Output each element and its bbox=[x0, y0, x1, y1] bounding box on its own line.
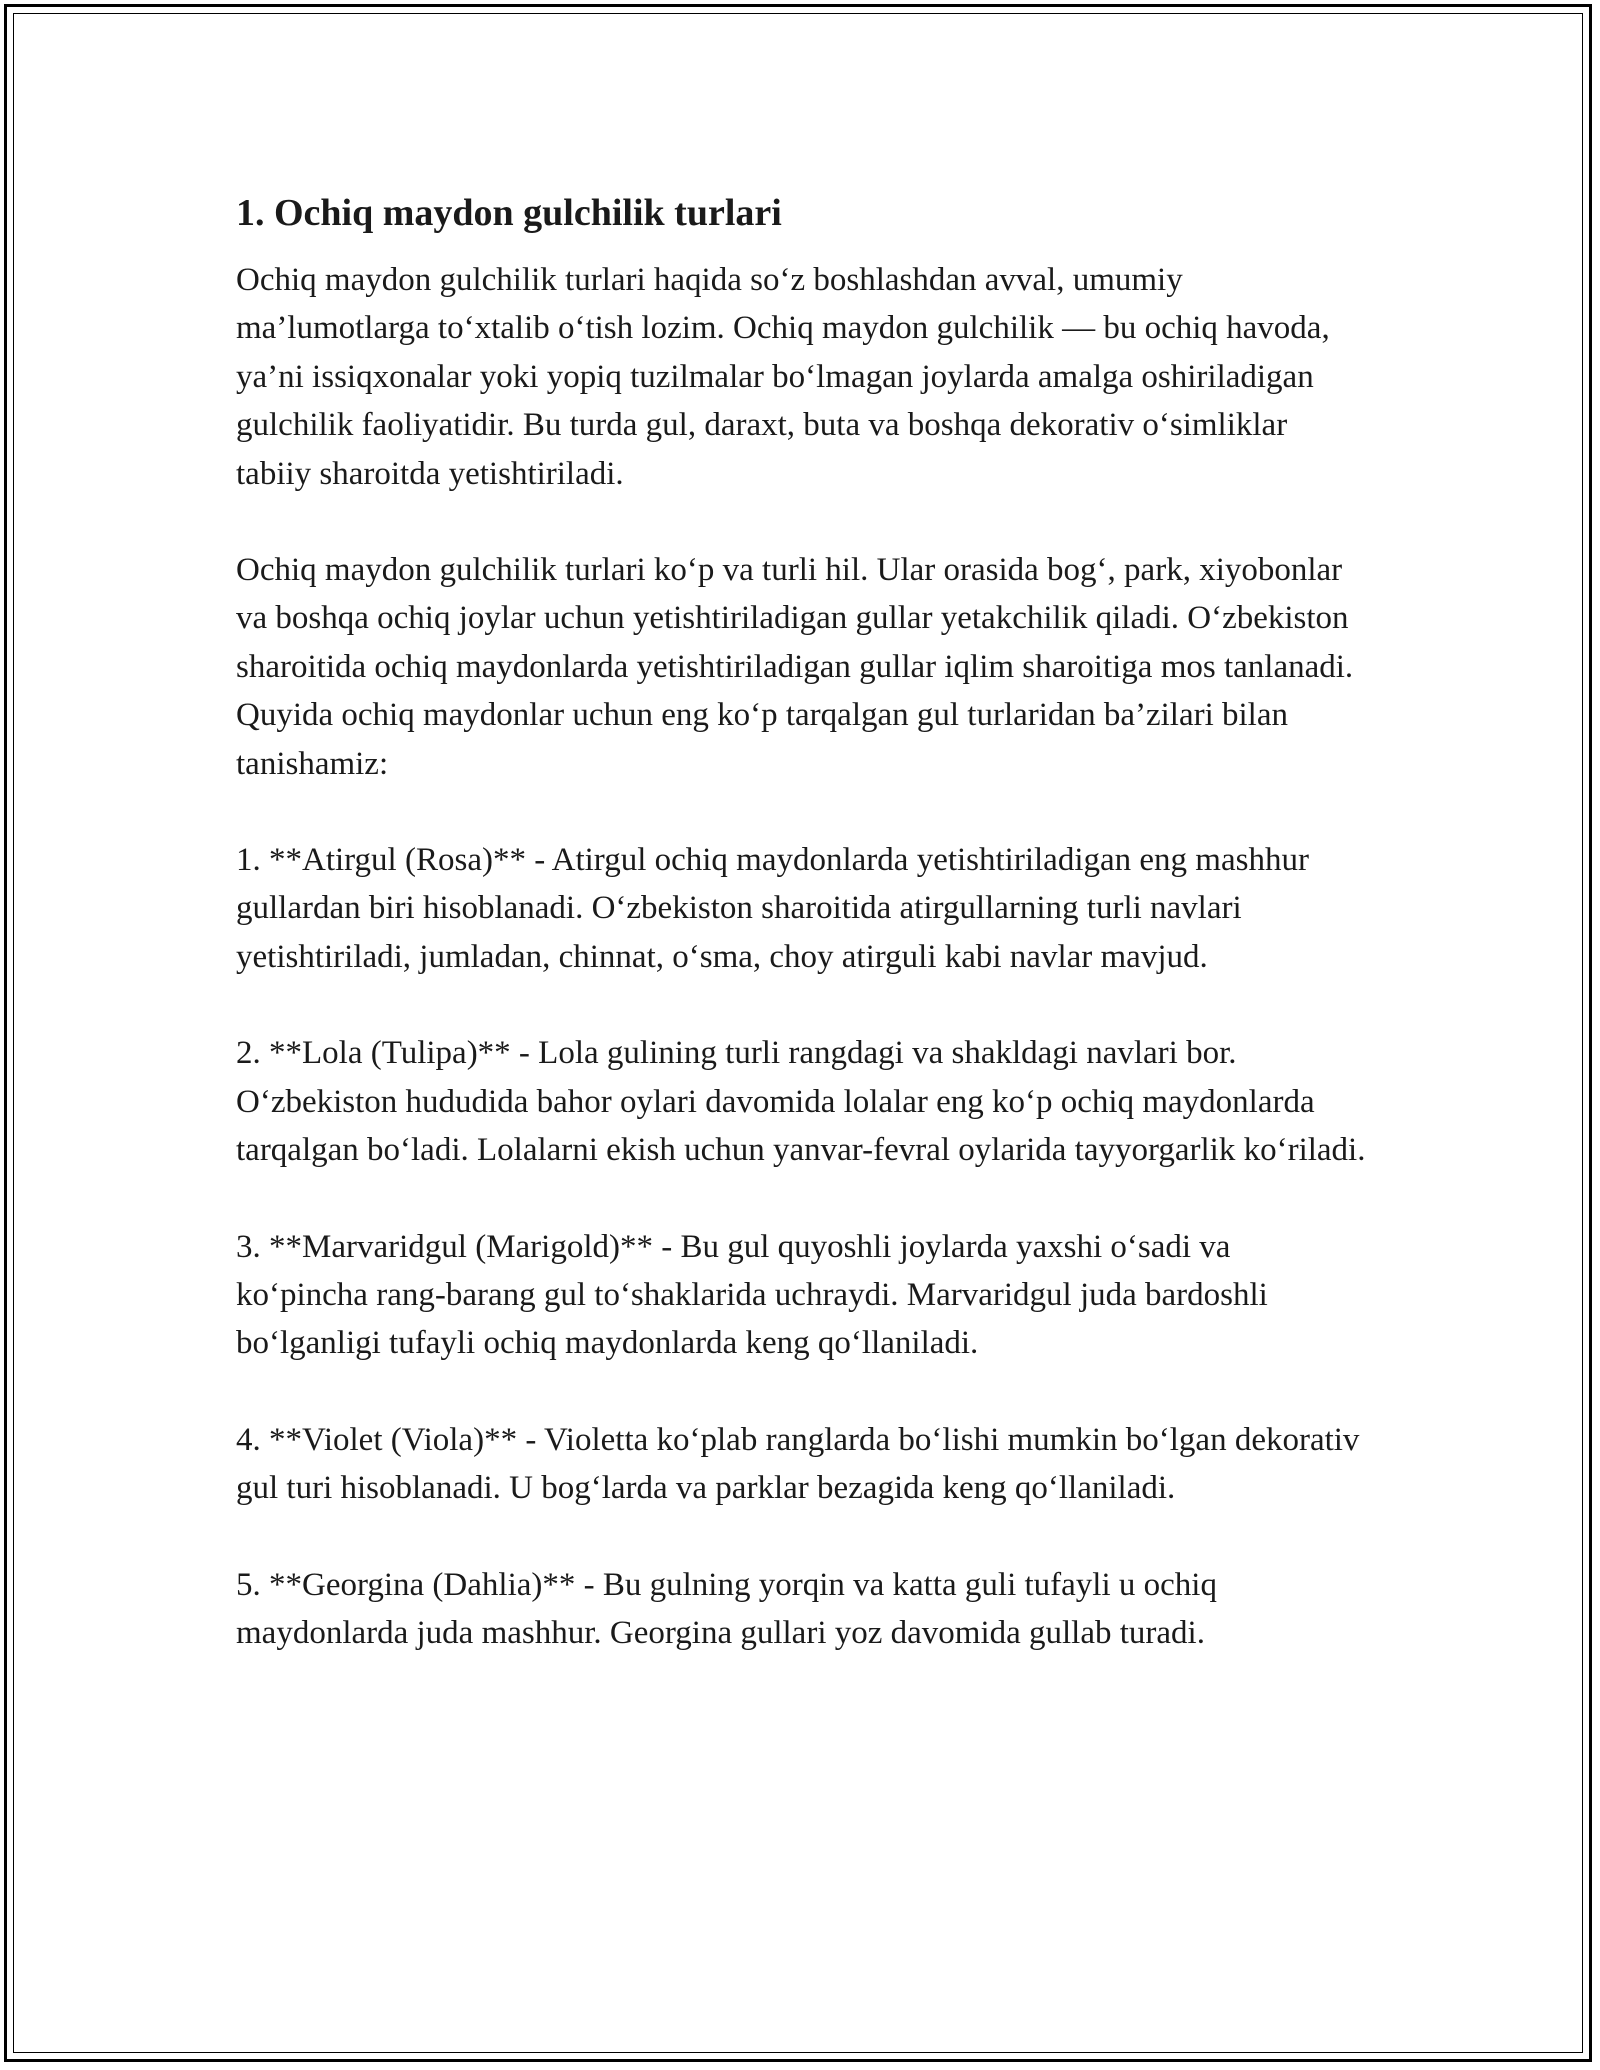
list-item-atirgul: 1. **Atirgul (Rosa)** - Atirgul ochiq maydonlarda yetishtiriladigan eng mashhur gullardan biri hisoblanadi. O‘zbekiston sharoitida atirgullarning turli navlari yetishtiriladi, jumladan, chinnat, o‘sma, choy atirguli kabi navlar mavjud. bbox=[236, 842, 1309, 975]
list-item-lola: 2. **Lola (Tulipa)** - Lola gulining turli rangdagi va shakldagi navlari bor. O‘zbekiston hududida bahor oylari davomida lolalar eng ko‘p ochiq maydonlarda tarqalgan bo‘ladi. Lolalarni ekish uchun yanvar-fevral oylarida tayyorgarlik ko‘riladi. bbox=[236, 1035, 1366, 1169]
intro-paragraph: Ochiq maydon gulchilik turlari haqida so‘z boshlashdan avval, umumiy ma’lumotlarga to‘xtalib o‘tish lozim. Ochiq maydon gulchilik — bu ochiq havoda, ya’ni issiqxonalar yoki yopiq tuzilmalar bo‘lmagan joylarda amalga oshiriladigan gulchilik faoliyatidir. Bu turda gul, daraxt, buta va boshqa dekorativ o‘simliklar tabiiy sharoitda yetishtiriladi. bbox=[236, 262, 1330, 492]
section-heading: 1. Ochiq maydon gulchilik turlari bbox=[236, 192, 782, 234]
document-body bbox=[236, 188, 1366, 1705]
list-item-violet: 4. **Violet (Viola)** - Violetta ko‘plab ranglarda bo‘lishi mumkin bo‘lgan dekorativ gul turi hisoblanadi. U bog‘larda va parklar bezagida keng qo‘llaniladi. bbox=[236, 1421, 1360, 1507]
list-item-marvaridgul: 3. **Marvaridgul (Marigold)** - Bu gul quyoshli joylarda yaxshi o‘sadi va ko‘pincha rang-barang gul to‘shaklarida uchraydi. Marvaridgul juda bardoshli bo‘lganligi tufayli ochiq maydonlarda keng qo‘llaniladi. bbox=[236, 1228, 1268, 1362]
list-item-georgina: 5. **Georgina (Dahlia)** - Bu gulning yorqin va katta guli tufayli u ochiq maydonlarda juda mashhur. Georgina gullari yoz davomida gullab turadi. bbox=[236, 1566, 1217, 1651]
overview-paragraph: Ochiq maydon gulchilik turlari ko‘p va turli hil. Ular orasida bog‘, park, xiyobonlar va boshqa ochiq joylar uchun yetishtiriladigan gullar yetakchilik qiladi. O‘zbekiston sharoitida ochiq maydonlarda yetishtiriladigan gullar iqlim sharoitiga mos tanlanadi. Quyida ochiq maydonlar uchun eng ko‘p tarqalgan gul turlaridan ba’zilari bilan tanishamiz: bbox=[236, 552, 1354, 782]
